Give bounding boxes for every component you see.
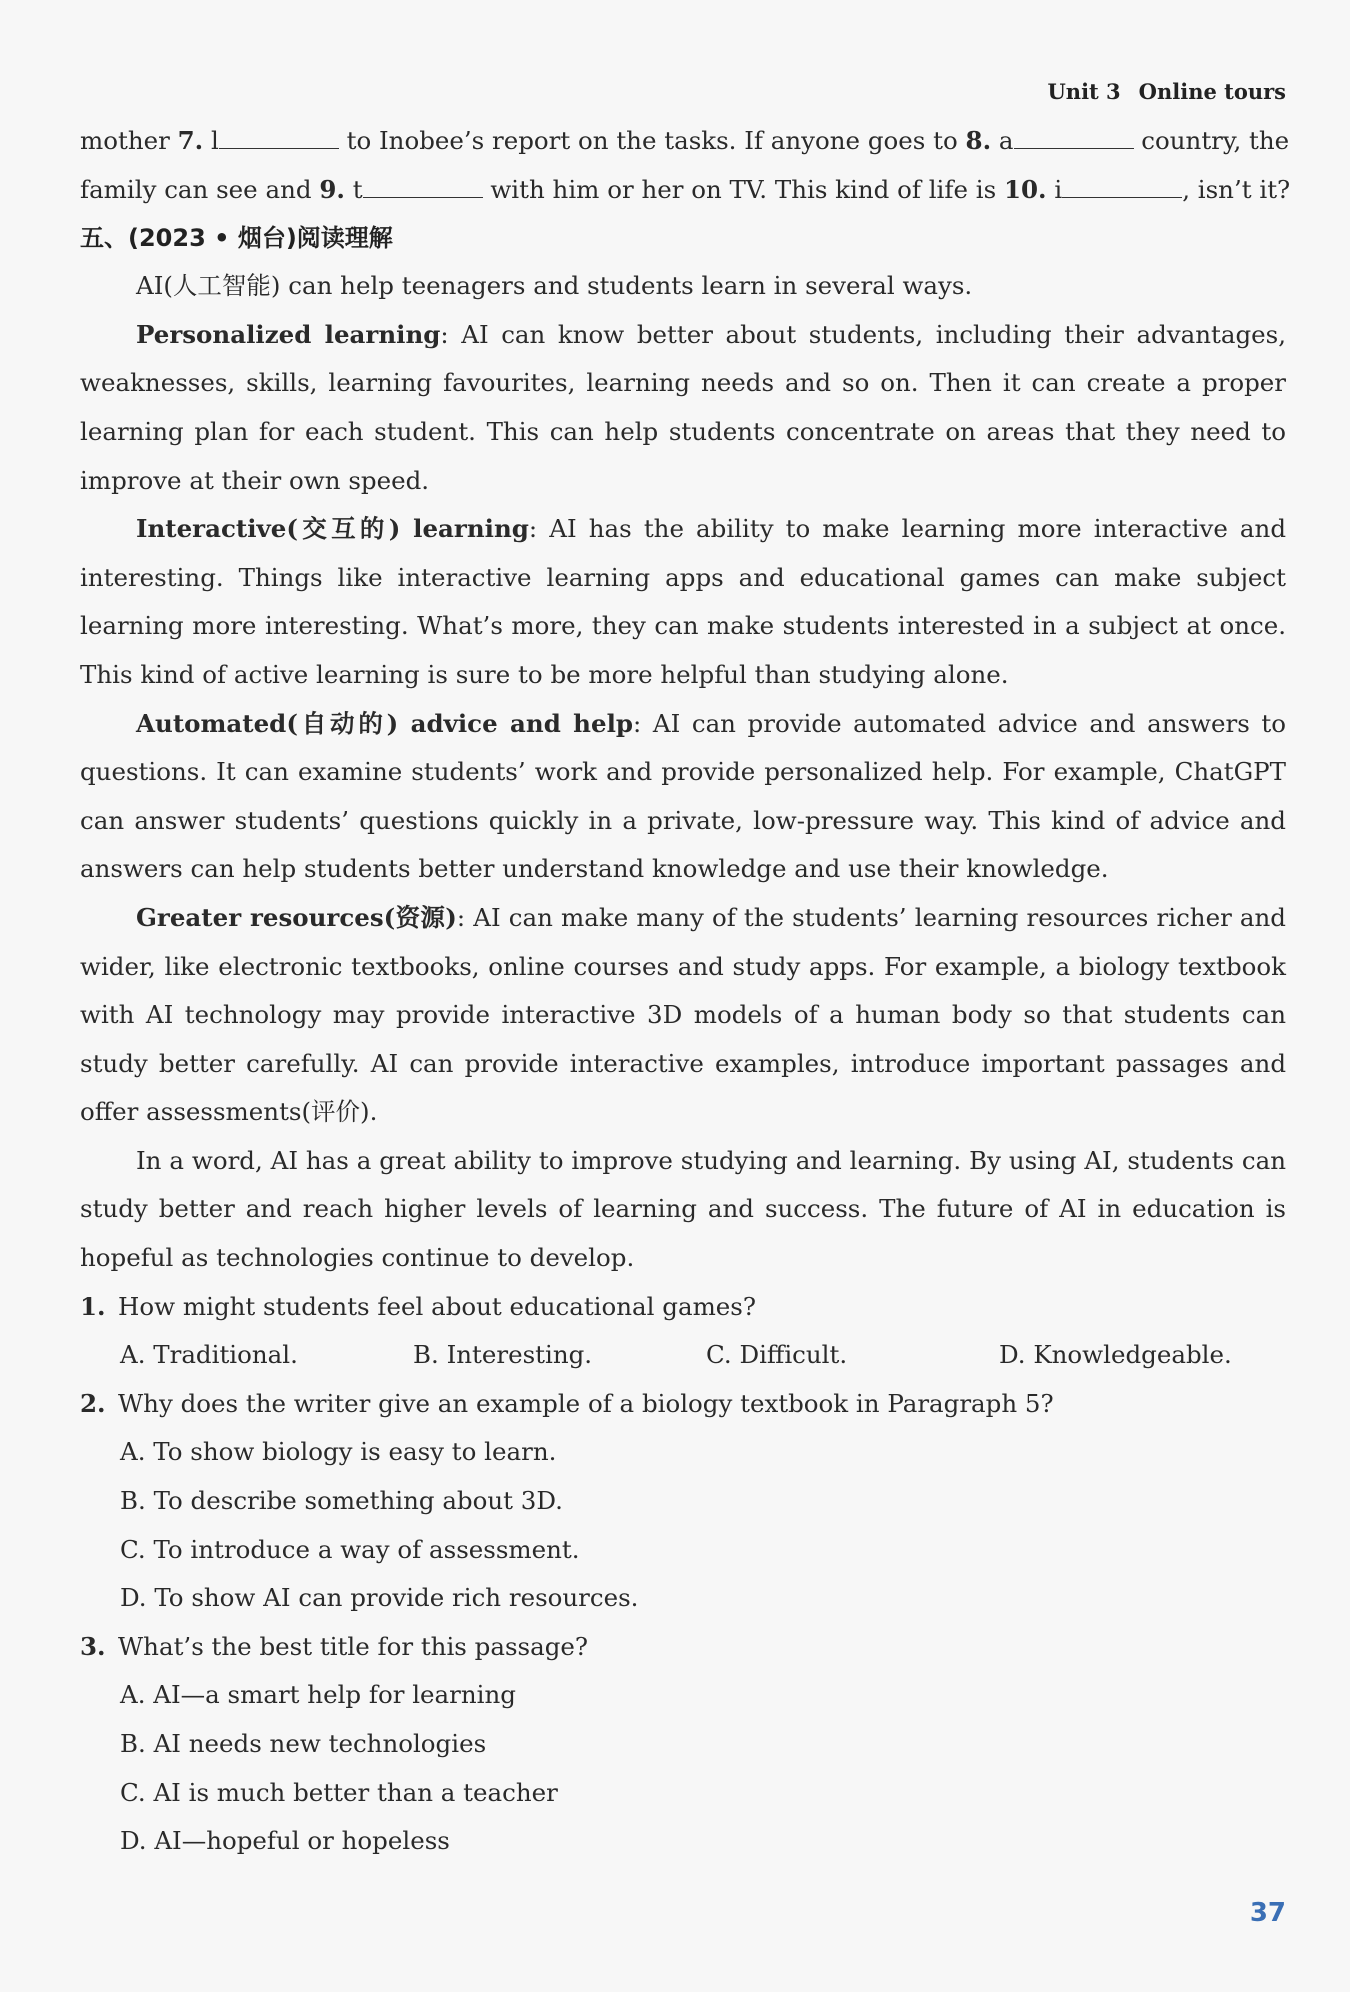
blank-number-10: 10. <box>1003 174 1047 204</box>
cloze-text: with him or her on TV. This kind of life is <box>482 174 1004 204</box>
option-d[interactable]: D. To show AI can provide rich resources. <box>120 1583 639 1613</box>
question-1-options <box>80 1331 1286 1380</box>
passage-paragraph-interactive <box>80 505 1286 699</box>
option-d[interactable]: D. AI—hopeful or hopeless <box>120 1826 450 1856</box>
question-number: 3. <box>80 1631 106 1661</box>
question-number: 2. <box>80 1388 106 1418</box>
option-b[interactable]: B. AI needs new technologies <box>120 1729 487 1758</box>
blank-7[interactable] <box>219 126 339 149</box>
question-text: Why does the writer give an example of a biology textbook in Paragraph 5? <box>118 1388 1054 1418</box>
section-title: 五、(2023 • 烟台)阅读理解 <box>80 224 393 253</box>
passage-paragraph-personalized <box>80 311 1286 505</box>
blank-hint-7: l <box>203 126 219 155</box>
option-c[interactable]: C. To introduce a way of assessment. <box>120 1534 580 1564</box>
header-unit: Unit 3 <box>1047 79 1121 104</box>
blank-8[interactable] <box>1014 126 1134 149</box>
cloze-text: to Inobee’s report on the tasks. If anyone goes to <box>338 126 966 155</box>
passage-paragraph-automated <box>80 700 1286 894</box>
paragraph-text: : AI can make many of the students’ learning resources richer and wider, like electronic textbooks, online courses and study apps. For example, a biology textbook with AI technology may provide interactive 3D models of a human body so that students can study better carefully. AI can provide interactive examples, introduce important passages and offer assessments(评价). <box>80 902 1286 1127</box>
cloze-text: , isn’t it? <box>1182 174 1291 204</box>
paragraph-keyword: Interactive(交互的) learning <box>136 514 529 544</box>
question-number: 1. <box>80 1291 106 1321</box>
header-title: Online tours <box>1138 79 1286 104</box>
blank-number-9: 9. <box>319 174 345 204</box>
page-number: 37 <box>1249 1898 1286 1928</box>
paragraph-text: : AI has the ability to make learning more interactive and interesting. Things like interactive learning apps and educational games can make subject learning more interesting. What’s more, they can make students interested in a subject at once. This kind of active learning is sure to be more helpful than studying alone. <box>80 514 1286 689</box>
question-text: What’s the best title for this passage? <box>118 1631 589 1661</box>
running-header <box>80 75 1286 109</box>
paragraph-keyword: Greater resources(资源) <box>136 902 457 932</box>
blank-hint-9: t <box>344 174 363 204</box>
cloze-text: country, the <box>1133 126 1290 155</box>
option-b[interactable]: B. Interesting. <box>413 1340 593 1370</box>
blank-hint-10: i <box>1046 174 1063 204</box>
question-text: How might students feel about educational games? <box>118 1291 757 1321</box>
paragraph-keyword: Personalized learning <box>136 319 441 349</box>
paragraph-keyword: Automated(自动的) advice and help <box>136 708 634 738</box>
cloze-line-2 <box>80 166 1291 215</box>
question-2 <box>80 1380 1286 1429</box>
passage-conclusion: In a word, AI has a great ability to improve studying and learning. By using AI, students can study better and reach higher levels of learning and success. The future of AI in education is hopeful as technologies continue to develop. <box>80 1145 1286 1273</box>
option-b[interactable]: B. To describe something about 3D. <box>120 1486 563 1516</box>
option-c[interactable]: C. Difficult. <box>706 1340 848 1370</box>
blank-number-7: 7. <box>177 126 204 155</box>
blank-9[interactable] <box>363 175 483 198</box>
passage-paragraph-resources <box>80 894 1286 1137</box>
question-1 <box>80 1283 1286 1332</box>
option-c[interactable]: C. AI is much better than a teacher <box>120 1777 558 1807</box>
blank-hint-8: a <box>991 126 1014 155</box>
option-d[interactable]: D. Knowledgeable. <box>999 1340 1232 1370</box>
cloze-text: mother <box>80 126 178 155</box>
passage-intro: AI(人工智能) can help teenagers and students learn in several ways. <box>136 271 973 301</box>
question-3 <box>80 1623 1286 1672</box>
cloze-text: family can see and <box>80 174 320 204</box>
cloze-line-1 <box>80 117 1290 166</box>
paragraph-text: : AI can know better about students, including their advantages, weaknesses, skills, learning favourites, learning needs and so on. Then it can create a proper learning plan for each student. This can help students concentrate on areas that they need to improve at their own speed. <box>80 319 1286 495</box>
option-a[interactable]: A. To show biology is easy to learn. <box>120 1437 557 1467</box>
blank-10[interactable] <box>1062 175 1182 198</box>
blank-number-8: 8. <box>965 126 992 155</box>
option-a[interactable]: A. Traditional. <box>120 1340 298 1370</box>
paragraph-text: : AI can provide automated advice and answers to questions. It can examine students’ work and provide personalized help. For example, ChatGPT can answer students’ questions quickly in a private, low-pressure way. This kind of advice and answers can help students better understand knowledge and use their knowledge. <box>80 708 1287 884</box>
option-a[interactable]: A. AI—a smart help for learning <box>120 1680 516 1710</box>
